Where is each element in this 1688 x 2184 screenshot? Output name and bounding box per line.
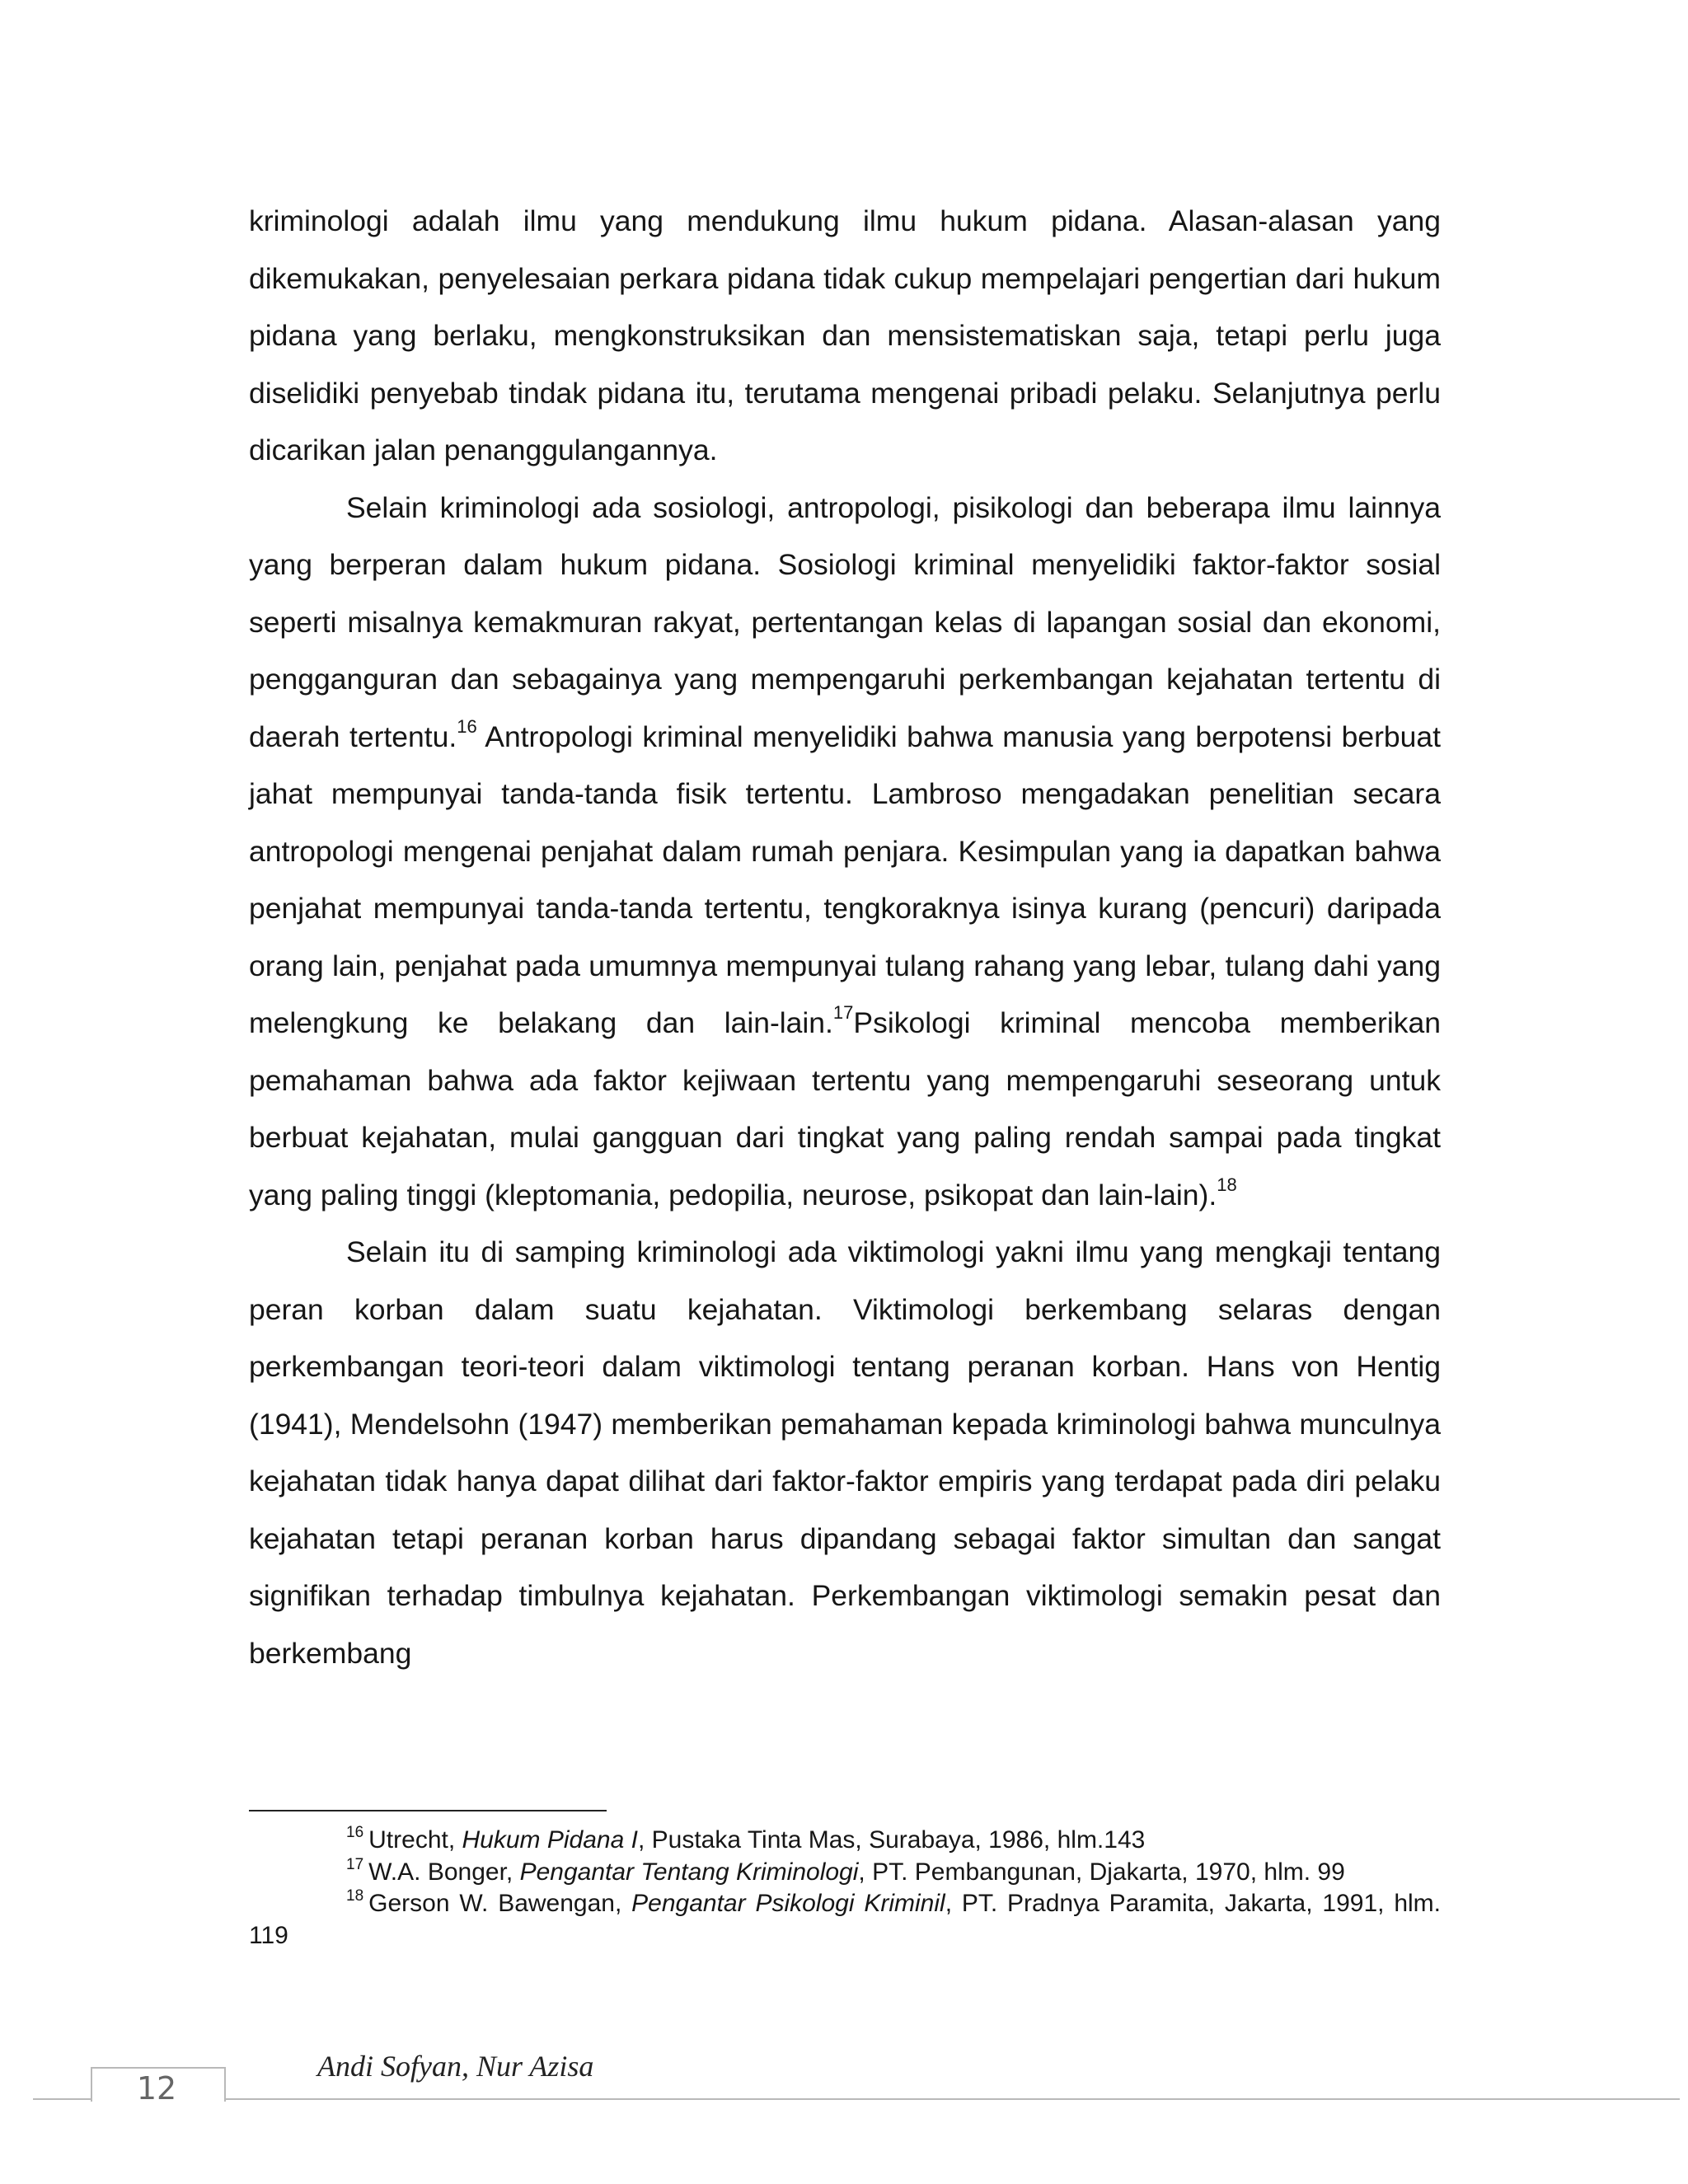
page-number: 12	[136, 2070, 177, 2107]
footnotes	[249, 1825, 1441, 1952]
footnote-ref-17[interactable]: 17	[832, 1002, 854, 1024]
footnote-details: , PT. Pembangunan, Djakarta, 1970, hlm. 99	[858, 1858, 1345, 1886]
footnote-18	[249, 1888, 1441, 1952]
paragraph-3: Selain itu di samping kriminologi ada viktimologi yakni ilmu yang mengkaji tentang peran korban dalam suatu kejahatan. Viktimologi berkembang selaras dengan perkembangan teori-teori dalam viktimologi tentang peranan korban. Hans von Hentig (1941), Mendelsohn (1947) memberikan pemahaman kepada kriminologi bahwa munculnya kejahatan tidak hanya dapat dilihat dari faktor-faktor empiris yang terdapat pada diri pelaku kejahatan tetapi peranan korban harus dipandang sebagai faktor simultan dan sangat signifikan terhadap timbulnya kejahatan. Perkembangan viktimologi semakin pesat dan berkembang	[249, 1235, 1441, 1670]
footnote-author: Gerson W. Bawengan,	[368, 1890, 632, 1917]
paragraph-2-part-2: Antropologi kriminal menyelidiki bahwa manusia yang berpotensi berbuat jahat mempunyai tanda-tanda fisik tertentu. Lambroso mengadakan penelitian secara antropologi mengenai penjahat dalam rumah penjara. Kesimpulan yang ia dapatkan bahwa penjahat mempunyai tanda-tanda tertentu, tengkoraknya isinya kurang (pencuri) daripada orang lain, penjahat pada umumnya mempunyai tulang rahang yang lebar, tulang dahi yang melengkung ke belakang dan lain-lain.	[249, 719, 1441, 1039]
footnote-details: , Pustaka Tinta Mas, Surabaya, 1986, hlm.143	[637, 1826, 1146, 1854]
footnote-17	[249, 1857, 1441, 1889]
footnote-separator	[249, 1810, 607, 1811]
paragraph-2	[249, 480, 1441, 1225]
footnote-ref-18[interactable]: 18	[1217, 1174, 1237, 1195]
footnote-title: Hukum Pidana I	[462, 1826, 638, 1854]
footnote-title: Pengantar Psikologi Kriminil	[631, 1890, 945, 1917]
paragraph-1: kriminologi adalah ilmu yang mendukung ilmu hukum pidana. Alasan-alasan yang dikemukakan, penyelesaian perkara pidana tidak cukup mempelajari pengertian dari hukum pidana yang berlaku, mengkonstruksikan dan mensistematiskan saja, tetapi perlu juga diselidiki penyebab tindak pidana itu, terutama mengenai pribadi pelaku. Selanjutnya perlu dicarikan jalan penanggulangannya.	[249, 204, 1441, 466]
main-body-text	[249, 193, 1441, 1682]
footnote-ref-16[interactable]: 16	[457, 715, 477, 737]
footnote-number: 17	[346, 1855, 364, 1873]
footnote-number: 18	[346, 1887, 364, 1905]
paragraph-2-part-1: Selain kriminologi ada sosiologi, antropologi, pisikologi dan beberapa ilmu lainnya yang berperan dalam hukum pidana. Sosiologi kriminal menyelidiki faktor-faktor sosial seperti misalnya kemakmuran rakyat, pertentangan kelas di lapangan sosial dan ekonomi, pengganguran dan sebagainya yang mempengaruhi perkembangan kejahatan tertentu di daerah tertentu.	[249, 490, 1441, 753]
footnote-author: W.A. Bonger,	[368, 1858, 520, 1886]
footnote-number: 16	[346, 1824, 364, 1841]
running-footer-authors: Andi Sofyan, Nur Azisa	[317, 2050, 594, 2083]
footer-rule	[33, 2098, 1680, 2100]
footnote-author: Utrecht,	[368, 1826, 462, 1854]
paragraph-2-part-3: Psikologi kriminal mencoba memberikan pemahaman bahwa ada faktor kejiwaan tertentu yang mempengaruhi seseorang untuk berbuat kejahatan, mulai gangguan dari tingkat yang paling rendah sampai pada tingkat yang paling tinggi (kleptomania, pedopilia, neurose, psikopat dan lain-lain).	[249, 1006, 1441, 1212]
footnote-title: Pengantar Tentang Kriminologi	[519, 1858, 859, 1886]
footnote-16	[249, 1825, 1441, 1857]
footnote-details: , PT. Pradnya Paramita, Jakarta, 1991, hlm. 119	[249, 1890, 1441, 1949]
